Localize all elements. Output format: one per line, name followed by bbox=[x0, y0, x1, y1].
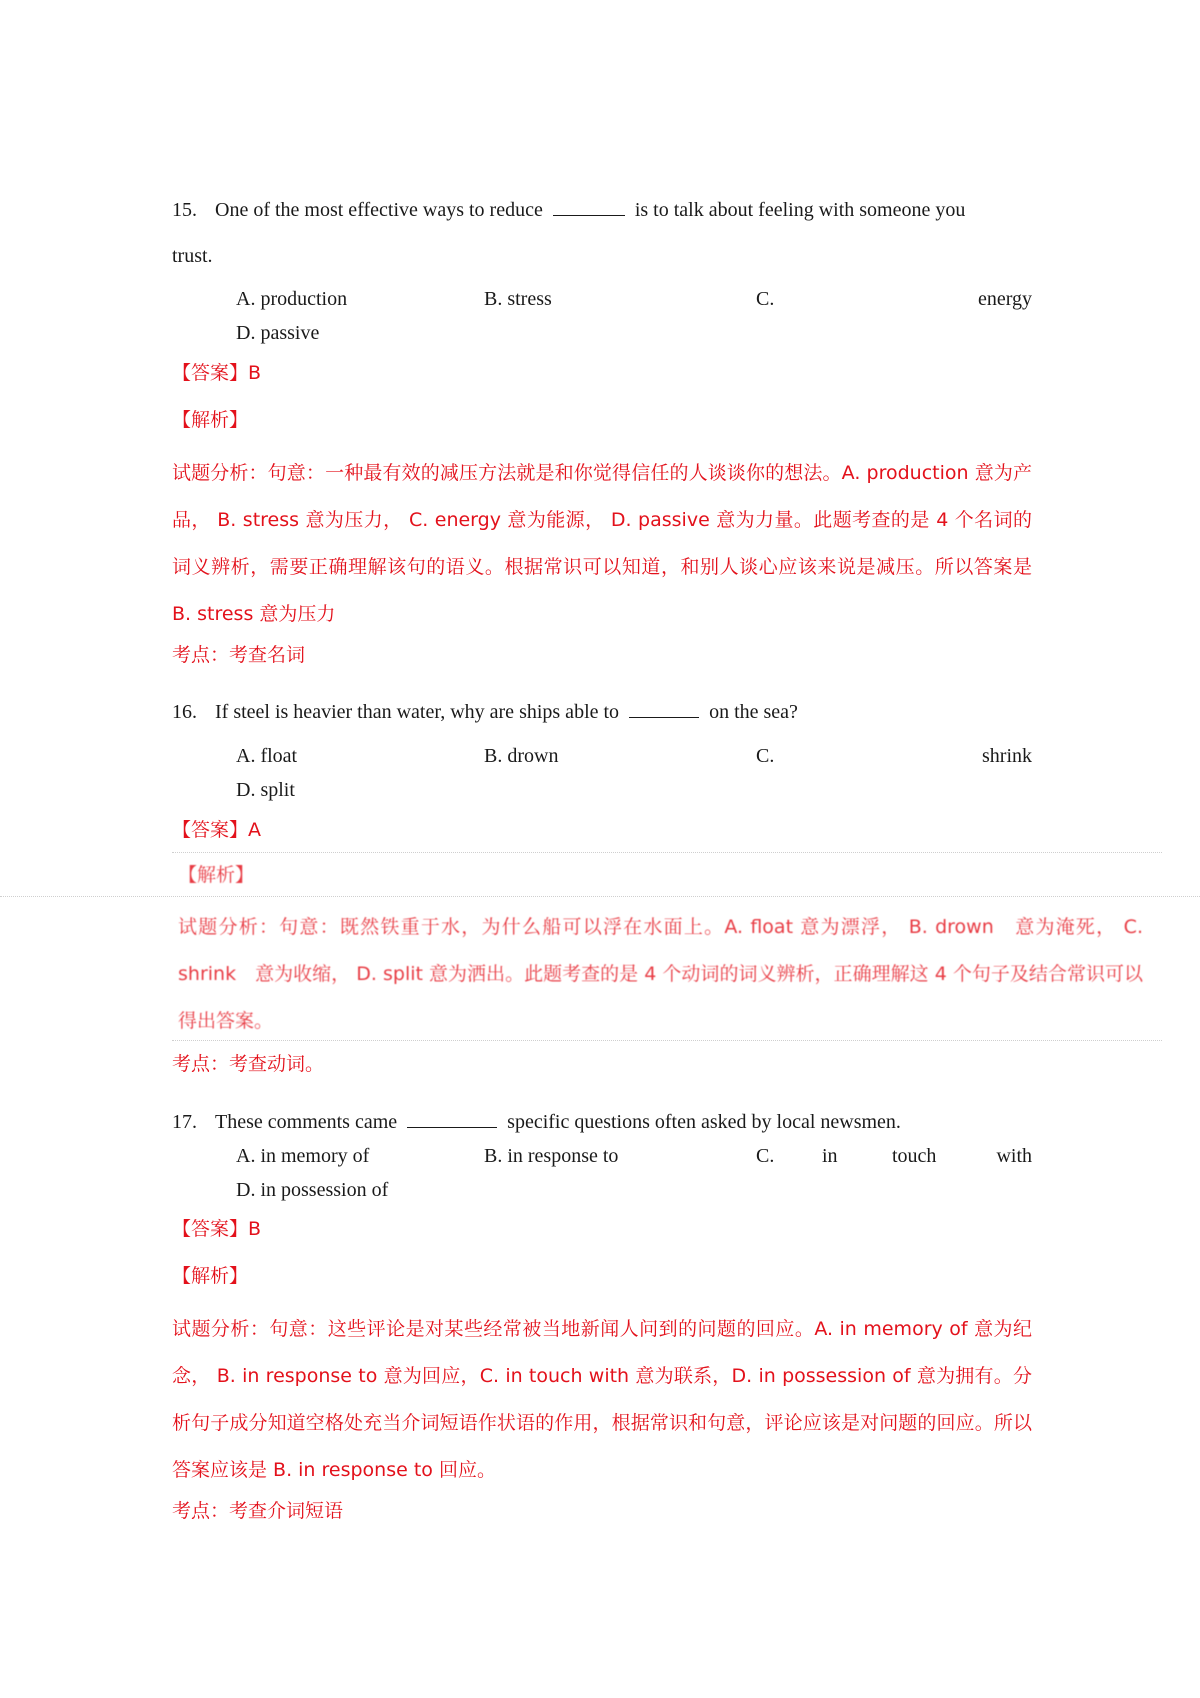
answer-line: 【答案】B bbox=[172, 362, 262, 384]
option-a: A. production bbox=[236, 288, 348, 310]
stem-text: on the sea? bbox=[709, 701, 798, 723]
option-c-word: touch bbox=[892, 1145, 937, 1167]
question-number: 15. bbox=[172, 199, 197, 221]
answer-blank bbox=[553, 197, 625, 216]
option-b: B. stress bbox=[484, 288, 552, 310]
divider bbox=[172, 852, 1162, 853]
option-b: B. in response to bbox=[484, 1145, 619, 1167]
stem-text: One of the most effective ways to reduce bbox=[215, 199, 543, 221]
option-c-letter: C. bbox=[756, 1145, 775, 1167]
divider bbox=[172, 1040, 1162, 1041]
divider bbox=[0, 896, 1200, 897]
answer-line: 【答案】A bbox=[172, 819, 261, 841]
stem-text: specific questions often asked by local newsmen. bbox=[507, 1111, 901, 1133]
option-c-word: shrink bbox=[982, 745, 1032, 767]
question-17-options bbox=[236, 1145, 1032, 1175]
answer-line: 【答案】B bbox=[172, 1218, 262, 1240]
option-c-letter: C. bbox=[756, 288, 775, 310]
option-a: A. float bbox=[236, 745, 298, 767]
stem-text: If steel is heavier than water, why are ships able to bbox=[215, 701, 620, 723]
question-15-stem-cont: trust. bbox=[172, 245, 213, 267]
analysis-label: 【解析】 bbox=[172, 409, 249, 431]
kaodian: 考点：考查动词。 bbox=[172, 1053, 325, 1075]
answer-blank bbox=[629, 699, 699, 718]
analysis-label: 【解析】 bbox=[172, 1265, 249, 1287]
option-b: B. drown bbox=[484, 745, 559, 767]
analysis-label: 【解析】 bbox=[178, 864, 255, 886]
question-17-stem bbox=[172, 1098, 1032, 1146]
stem-text: is to talk about feeling with someone you bbox=[634, 199, 966, 221]
question-15-stem bbox=[172, 186, 1032, 234]
option-c-word: energy bbox=[977, 288, 1032, 310]
question-16-stem bbox=[172, 688, 1032, 736]
option-c-word: with bbox=[996, 1145, 1032, 1167]
option-c-word: in bbox=[822, 1145, 838, 1167]
option-a: A. in memory of bbox=[236, 1145, 370, 1167]
option-d: D. in possession of bbox=[236, 1179, 389, 1201]
analysis-text: 试题分析：句意：既然铁重于水，为什么船可以浮在水面上。A. float 意为漂浮， B. drown 意为淹死， C. shrink 意为收缩， D. split 意为洒出。此题考查的是 4 个动词的词义辨析，正确理解这 4 个句子及结合常识可以得出答案。 bbox=[178, 916, 1143, 1032]
kaodian: 考点：考查介词短语 bbox=[172, 1500, 344, 1522]
question-16-options bbox=[236, 745, 1032, 775]
stem-text: These comments came bbox=[215, 1111, 398, 1133]
question-number: 16. bbox=[172, 701, 197, 723]
kaodian: 考点：考查名词 bbox=[172, 644, 306, 666]
option-d: D. split bbox=[236, 779, 295, 801]
question-15-options bbox=[236, 288, 1032, 318]
option-c-letter: C. bbox=[756, 745, 775, 767]
analysis-text: 试题分析：句意：一种最有效的减压方法就是和你觉得信任的人谈谈你的想法。A. production 意为产品， B. stress 意为压力， C. energy 意为能源， D. passive 意为力量。此题考查的是 4 个名词的词义辨析，需要正确理解该句的语义。根据常识可以知道，和别人谈心应该来说是减压。所以答案是 B. stress 意为压力 bbox=[172, 462, 1032, 625]
question-number: 17. bbox=[172, 1111, 197, 1133]
answer-blank bbox=[407, 1109, 497, 1128]
option-d: D. passive bbox=[236, 322, 320, 344]
analysis-text: 试题分析：句意：这些评论是对某些经常被当地新闻人问到的问题的回应。A. in memory of 意为纪念， B. in response to 意为回应，C. in touch with 意为联系，D. in possession of 意为拥有。分析句子成分知道空格处充当介词短语作状语的作用，根据常识和句意，评论应该是对问题的回应。所以答案应该是 B. in response to 回应。 bbox=[172, 1318, 1032, 1481]
